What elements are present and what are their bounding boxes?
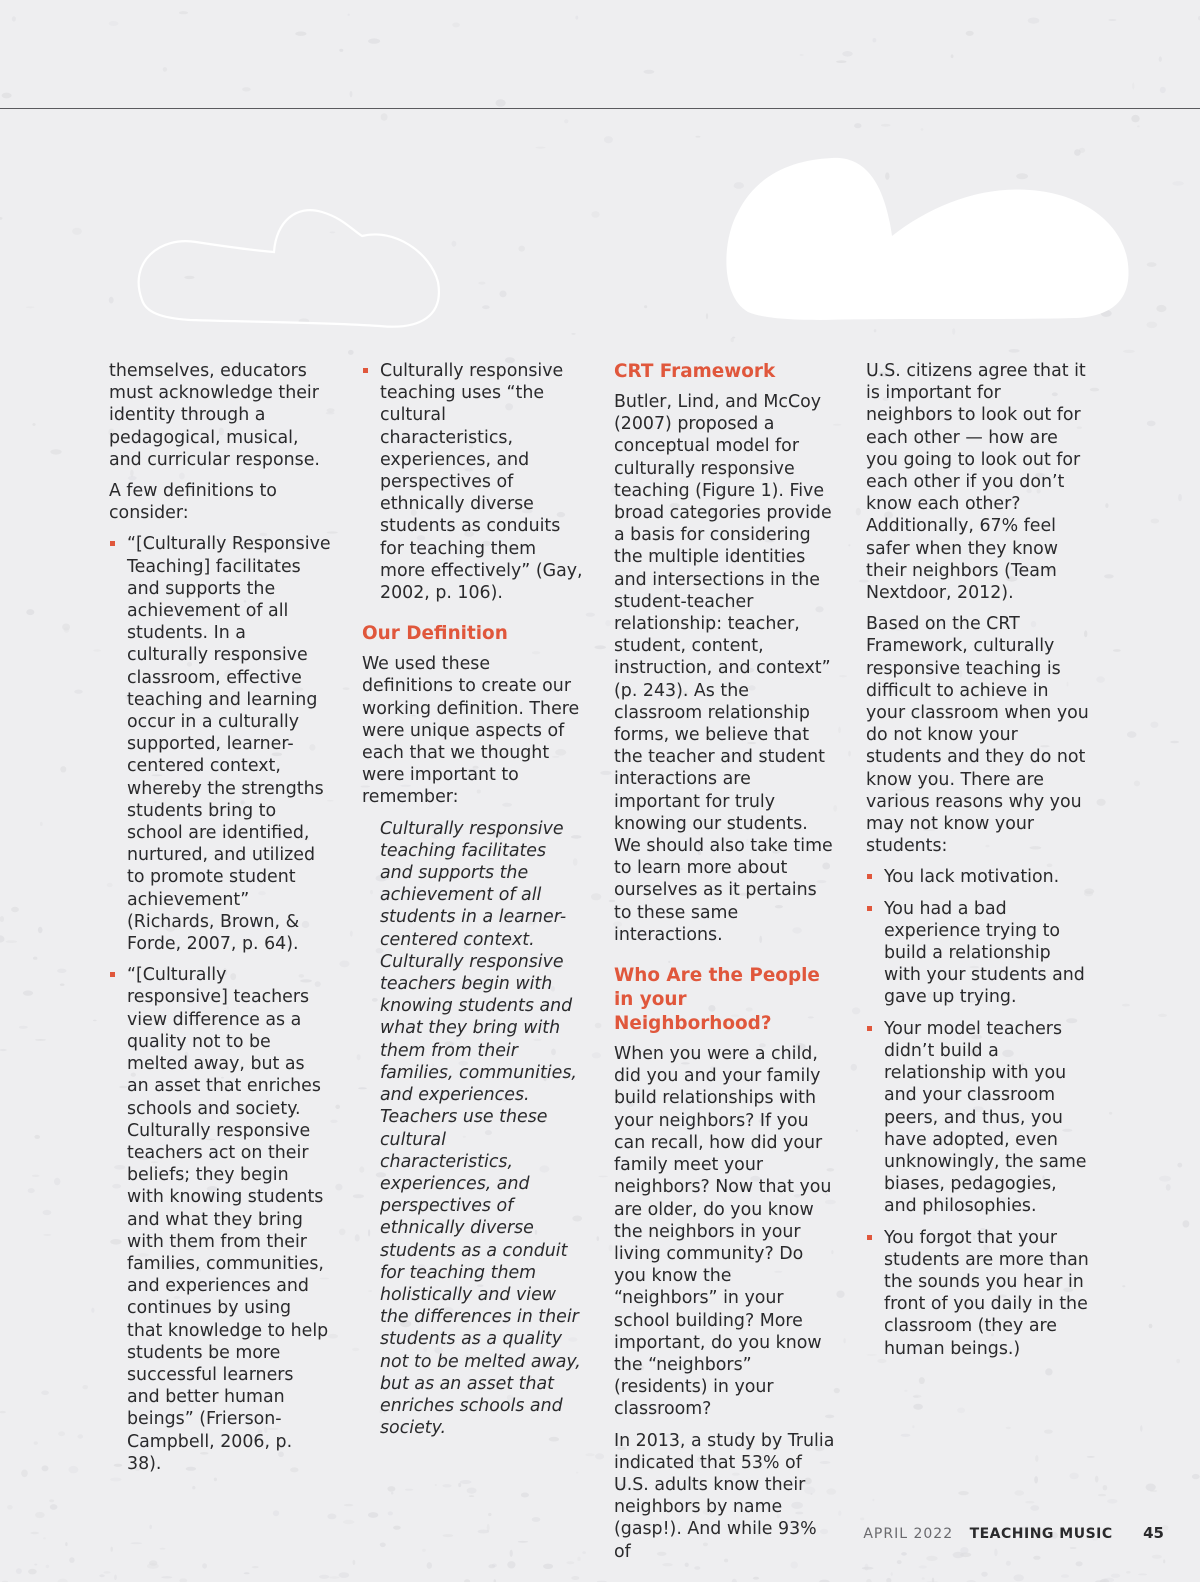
working-definition-quote: Culturally responsive teaching facilitates and supports the achievement of all students in a learner-centered context. Culturally responsive teachers begin with knowing students and what they bring with them from their families, communities, and experiences. Teachers use these cultural characteristics, experiences, and perspectives of ethnically diverse students as a conduit for teaching them holistically and view the differences in their students as a quality not to be melted away, but as an asset that enriches schools and society. [380,818,581,1439]
cloud-illustrations [0,0,1200,360]
list-item: “[Culturally responsive] teachers view difference as a quality not to be melted away, but as an asset that enriches schools and society. Culturally responsive teachers act on their beliefs; they begin with knowing students and what they bring with them from their families, communities, and experiences and continues by using that knowledge to help students be more successful learners and better human beings” (Frierson-Campbell, 2006, p. 38). [109,964,331,1475]
cloud-filled-right [726,158,1128,320]
list-item: Your model teachers didn’t build a relationship with you and your classroom peers, and thus, you have adopted, even unknowingly, the same biases, pedagogies, and philosophies. [866,1018,1091,1218]
section-heading-neighborhood: Who Are the People in your Neighborhood? [614,965,820,1035]
col3-paragraph: In 2013, a study by Trulia indicated that 53% of U.S. adults know their neighbors by name (gasp!). And while 93% of [614,1430,835,1562]
col1-paragraph: A few definitions to consider: [109,481,277,524]
magazine-title: TEACHING MUSIC [969,1526,1113,1542]
section-heading-our-definition: Our Definition [362,623,508,645]
column-3 [614,360,836,1572]
list-item: You lack motivation. [866,866,1091,888]
definitions-list [109,533,331,1475]
col1-paragraph: themselves, educators must acknowledge their identity through a pedagogical, musical, and curricular response. [109,361,320,470]
col2-paragraph: We used these definitions to create our working definition. There were unique aspects of each that we thought were important to remember: [362,654,580,808]
list-item: You had a bad experience trying to build a relationship with your students and gave up trying. [866,898,1091,1009]
column-2 [362,360,584,1448]
list-item: “[Culturally Responsive Teaching] facilitates and supports the achievement of all students. In a culturally responsive classroom, effective teaching and learning occur in a culturally supported, learner-centered context, whereby the strengths students bring to school are identified, nurtured, and utilized to promote student achievement” (Richards, Brown, & Forde, 2007, p. 64). [109,533,331,955]
cloud-outline-left [139,210,439,327]
page-number: 45 [1143,1524,1164,1542]
col3-paragraph: Butler, Lind, and McCoy (2007) proposed a conceptual model for culturally responsive teaching (Figure 1). Five broad categories provide a basis for considering the multiple identities and intersections in the student-teacher relationship: teacher, student, content, instruction, and context” (p. 243). As the classroom relationship forms, we believe that the teacher and student interactions are important for truly knowing our students. We should also take time to learn more about ourselves as it pertains to these same interactions. [614,392,833,945]
issue-date: APRIL 2022 [863,1526,954,1542]
list-item: You forgot that your students are more than the sounds you hear in front of you daily in the classroom (they are human beings.) [866,1227,1091,1360]
section-heading-crt-framework: CRT Framework [614,361,776,382]
list-item: Culturally responsive teaching uses “the cultural characteristics, experiences, and perspectives of ethnically diverse students as conduits for teaching them more effectively” (Gay, 2002, p. 106). [362,360,584,604]
page-footer [863,1524,1164,1542]
column-4 [866,360,1091,1369]
col3-paragraph: When you were a child, did you and your family build relationships with your neighbors? If you can recall, how did your family meet your neighbors? Now that you are older, do you know the neighbors in your living community? Do you know the “neighbors” in your school building? More important, do you know the “neighbors” (residents) in your classroom? [614,1044,832,1420]
definitions-list-continued [362,360,584,604]
column-1 [109,360,331,1484]
col4-paragraph: Based on the CRT Framework, culturally responsive teaching is difficult to achieve in your classroom when you do not know your students and they do not know you. There are various reasons why you may not know your students: [866,614,1089,857]
col4-paragraph: U.S. citizens agree that it is important for neighbors to look out for each other — how are you going to look out for each other if you don’t know each other? Additionally, 67% feel safer when they know their neighbors (Team Nextdoor, 2012). [866,361,1086,604]
reasons-list [866,866,1091,1359]
